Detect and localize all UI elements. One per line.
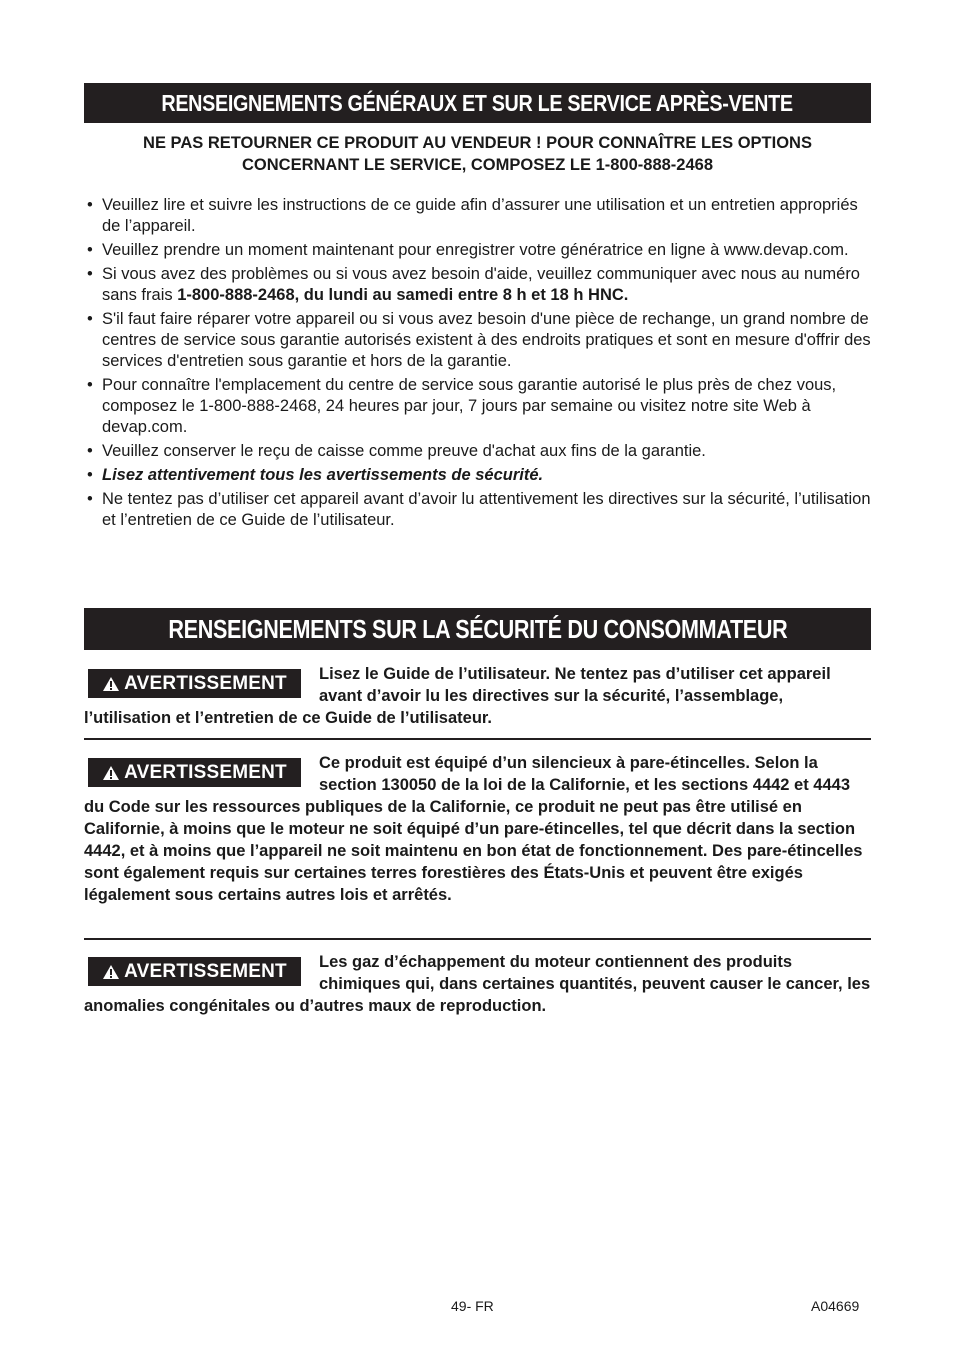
bullet-item: • Pour connaître l'emplacement du centre de service sous garantie autorisé le plus près de chez vous, composez le 1-800-888-2468, 24 heures par jour, 7 jours par semaine ou visitez notre site Web à devap.com. xyxy=(84,375,874,438)
bullet-item xyxy=(84,465,874,486)
bullet-item: • Veuillez conserver le reçu de caisse comme preuve d'achat aux fins de la garantie. xyxy=(84,441,874,462)
bullet-item: • S'il faut faire réparer votre appareil ou si vous avez besoin d'une pièce de rechange, un grand nombre de centres de service sous garantie autorisés existent à des endroits pratiques et sont en mesure d'offrir des services d'entretien sous garantie et hors de la garantie. xyxy=(84,309,874,372)
warning-label: AVERTISSEMENT xyxy=(88,957,301,986)
bullet-item: • Veuillez prendre un moment maintenant pour enregistrer votre génératrice en ligne à www.devap.com. xyxy=(84,240,874,261)
page-number: 49- FR xyxy=(451,1298,494,1314)
service-bullet-list xyxy=(84,195,874,534)
warning-triangle-icon xyxy=(102,765,120,781)
section-title-service-text: RENSEIGNEMENTS GÉNÉRAUX ET SUR LE SERVICE APRÈS-VENTE xyxy=(161,90,794,116)
bullet-item: • Veuillez lire et suivre les instructions de ce guide afin d’assurer une utilisation et un entretien appropriés de l’appareil. xyxy=(84,195,874,237)
warning-block-user-guide xyxy=(84,663,871,729)
section-title-safety-text: RENSEIGNEMENTS SUR LA SÉCURITÉ DU CONSOMMATEUR xyxy=(168,614,787,644)
divider xyxy=(84,738,871,740)
warning-text: Les gaz d’échappement du moteur contiennent des produits chimiques qui, dans certaines quantités, peuvent causer le cancer, les anomalies congénitales ou d’autres maux de reproduction. xyxy=(84,953,871,1015)
warning-triangle-icon xyxy=(102,676,120,692)
warning-text: Ce produit est équipé d’un silencieux à pare-étincelles. Selon la section 130050 de la loi de la Californie, et les sections 4442 et 4443 du Code sur les ressources publiques de la Californie, ce produit ne peut pas être utilisé en Californie, à moins que le moteur ne soit équipé d’un pare-étincelles, tel que décrit dans la section 4442, et à moins que l’appareil ne soit maintenu en bon état de fonctionnement. Des pare-étincelles sont également requis sur certaines terres forestières des États-Unis et peuvent être exigés légalement sous certains autres lois et arrêtés. xyxy=(84,754,863,904)
safety-warning-emphasis: Lisez attentivement tous les avertissements de sécurité. xyxy=(102,466,544,484)
section-title-safety xyxy=(84,608,871,650)
warning-text: Lisez le Guide de l’utilisateur. Ne tentez pas d’utiliser cet appareil avant d’avoir lu les directives sur la sécurité, l’assemblage, l’utilisation et l’entretien de ce Guide de l’utilisateur. xyxy=(84,665,831,727)
warning-block-exhaust xyxy=(84,951,871,1017)
return-notice-line-2: CONCERNANT LE SERVICE, COMPOSEZ LE 1-800-888-2468 xyxy=(242,156,713,174)
section-title-service xyxy=(84,83,871,123)
return-notice-line-1: NE PAS RETOURNER CE PRODUIT AU VENDEUR ! POUR CONNAÎTRE LES OPTIONS xyxy=(143,134,812,152)
warning-label: AVERTISSEMENT xyxy=(88,669,301,698)
toll-free-hours: 1-800-888-2468, du lundi au samedi entre 8 h et 18 h HNC. xyxy=(177,286,629,304)
divider xyxy=(84,938,871,940)
bullet-item: • Ne tentez pas d’utiliser cet appareil avant d’avoir lu attentivement les directives sur la sécurité, l’utilisation et l’entretien de ce Guide de l’utilisateur. xyxy=(84,489,874,531)
warning-triangle-icon xyxy=(102,964,120,980)
bullet-item: • Si vous avez des problèmes ou si vous avez besoin d'aide, veuillez communiquer avec nous au numéro sans frais 1-800-888-2468, du lundi au samedi entre 8 h et 18 h HNC. xyxy=(84,264,874,306)
return-notice xyxy=(84,132,871,176)
warning-label: AVERTISSEMENT xyxy=(88,758,301,787)
document-code: A04669 xyxy=(811,1298,860,1314)
warning-block-spark-arrester xyxy=(84,752,871,906)
